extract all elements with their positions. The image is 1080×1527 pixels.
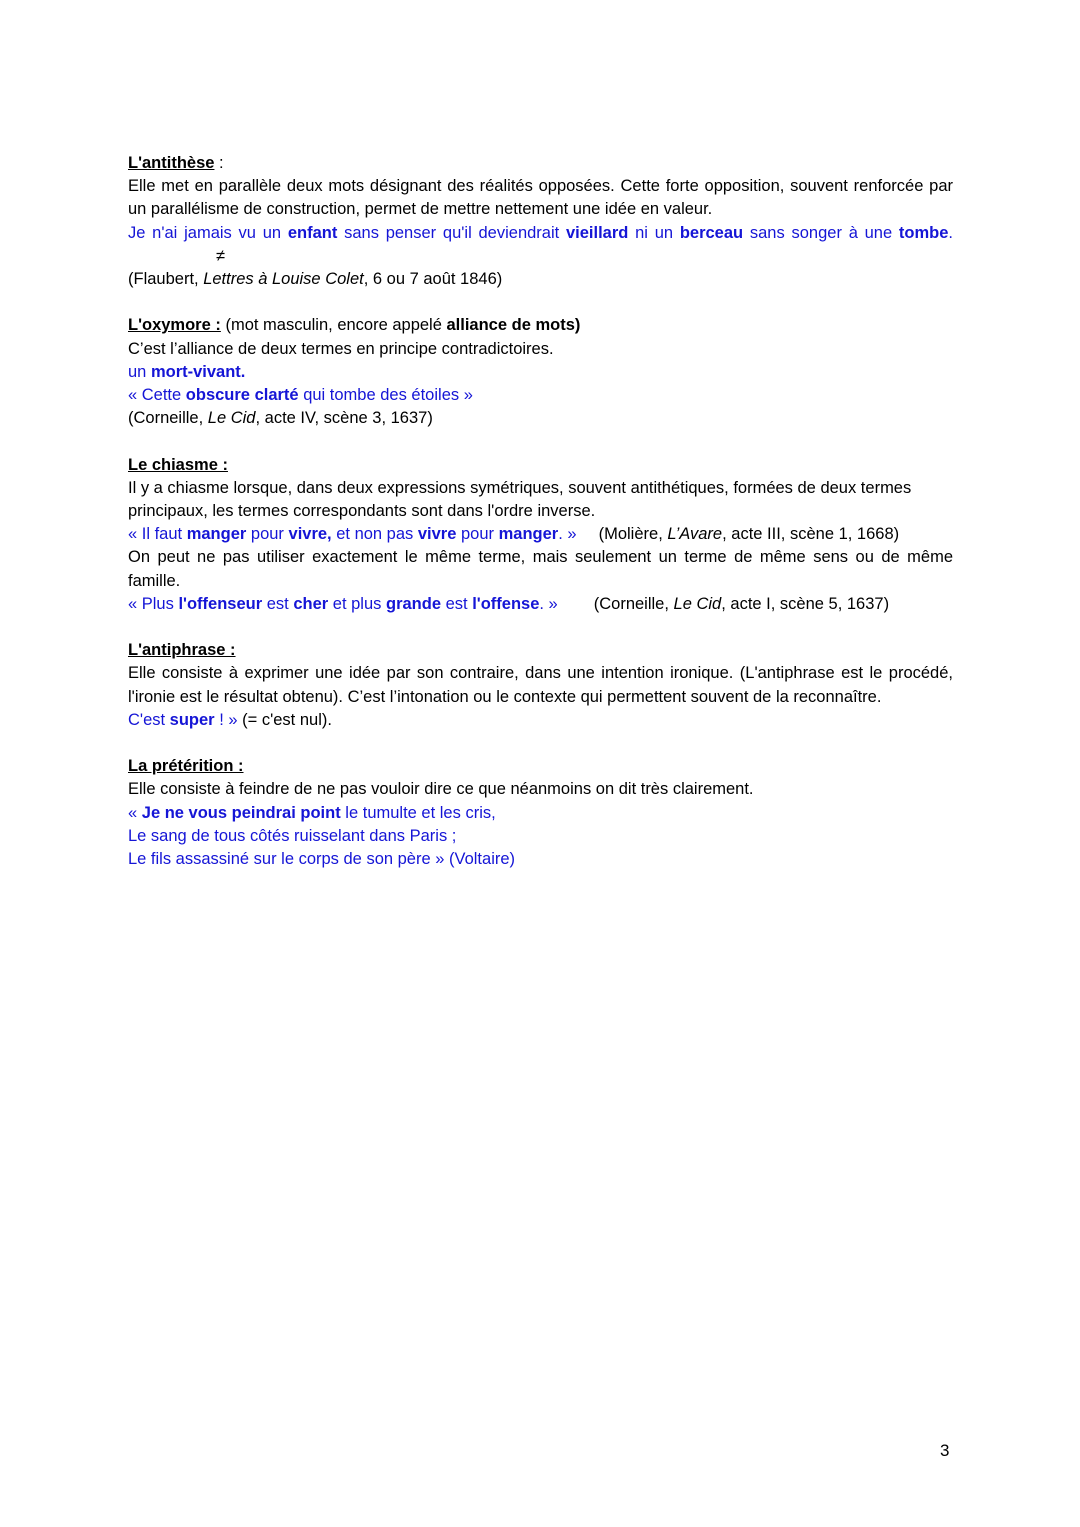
section-chiasme (128, 454, 953, 616)
not-equal-symbol: ≠ (216, 246, 226, 265)
citation-source: (Corneille, Le Cid, acte IV, scène 3, 1637) (128, 409, 433, 428)
section-heading: La prétérition : (128, 757, 244, 776)
section-heading: Le chiasme : (128, 455, 228, 474)
definition-text: Elle consiste à feindre de ne pas vouloir dire ce que néanmoins on dit très clairement. (128, 780, 754, 799)
section-preterition (128, 755, 953, 871)
example-text: Je n'ai jamais vu un enfant sans penser qu'il deviendrait vieillard ni un berceau sans songer à une tombe.≠ (128, 223, 954, 265)
section-heading: L'antithèse : (128, 154, 224, 172)
example-quote-line: Le fils assassiné sur le corps de son père » (Voltaire) (128, 850, 516, 869)
citation-source: (Corneille, Le Cid, acte I, scène 5, 1637) (593, 594, 890, 613)
page-number: 3 (940, 1441, 950, 1460)
example-text: C'est super ! » (= c'est nul). (128, 710, 332, 729)
example-quote-line: « Je ne vous peindrai point le tumulte et les cris, (128, 803, 496, 822)
page-content (128, 152, 953, 894)
definition-text: Elle consiste à exprimer une idée par son contraire, dans une intention ironique. (L'antiphrase est le procédé, l'ironie est le résultat obtenu). C’est l’intonation ou le contexte qui permettent souvent de la reconnaître. (128, 664, 953, 706)
example-quote: « Plus l'offenseur est cher et plus grande est l'offense. » (Corneille, Le Cid, acte I, scène 5, 1637) (128, 594, 890, 613)
example-quote: « Cette obscure clarté qui tombe des étoiles » (128, 386, 473, 405)
section-heading: L'antiphrase : (128, 641, 236, 660)
example-quote-line: Le sang de tous côtés ruisselant dans Paris ; (128, 826, 457, 845)
section-antiphrase (128, 639, 953, 732)
example-text: un mort-vivant. (128, 362, 246, 381)
citation-source: (Molière, L’Avare, acte III, scène 1, 1668) (598, 525, 900, 544)
section-oxymore (128, 314, 953, 430)
citation-source: (Flaubert, Lettres à Louise Colet, 6 ou 7 août 1846) (128, 270, 503, 289)
definition-text: C’est l’alliance de deux termes en principe contradictoires. (128, 339, 554, 358)
remark-text: On peut ne pas utiliser exactement le même terme, mais seulement un terme de même sens ou de même famille. (128, 548, 953, 590)
section-heading: L'oxymore : (mot masculin, encore appelé alliance de mots) (128, 316, 581, 335)
section-antithese (128, 152, 953, 291)
example-quote: « Il faut manger pour vivre, et non pas vivre pour manger. » (Molière, L’Avare, acte III, scène 1, 1668) (128, 525, 900, 544)
definition-text: Il y a chiasme lorsque, dans deux expressions symétriques, souvent antithétiques, formées de deux termes principaux, les termes correspondants sont dans l'ordre inverse. (128, 478, 912, 521)
definition-text: Elle met en parallèle deux mots désignant des réalités opposées. Cette forte opposition, souvent renforcée par un parallélisme de construction, permet de mettre nettement une idée en valeur. (128, 177, 953, 219)
